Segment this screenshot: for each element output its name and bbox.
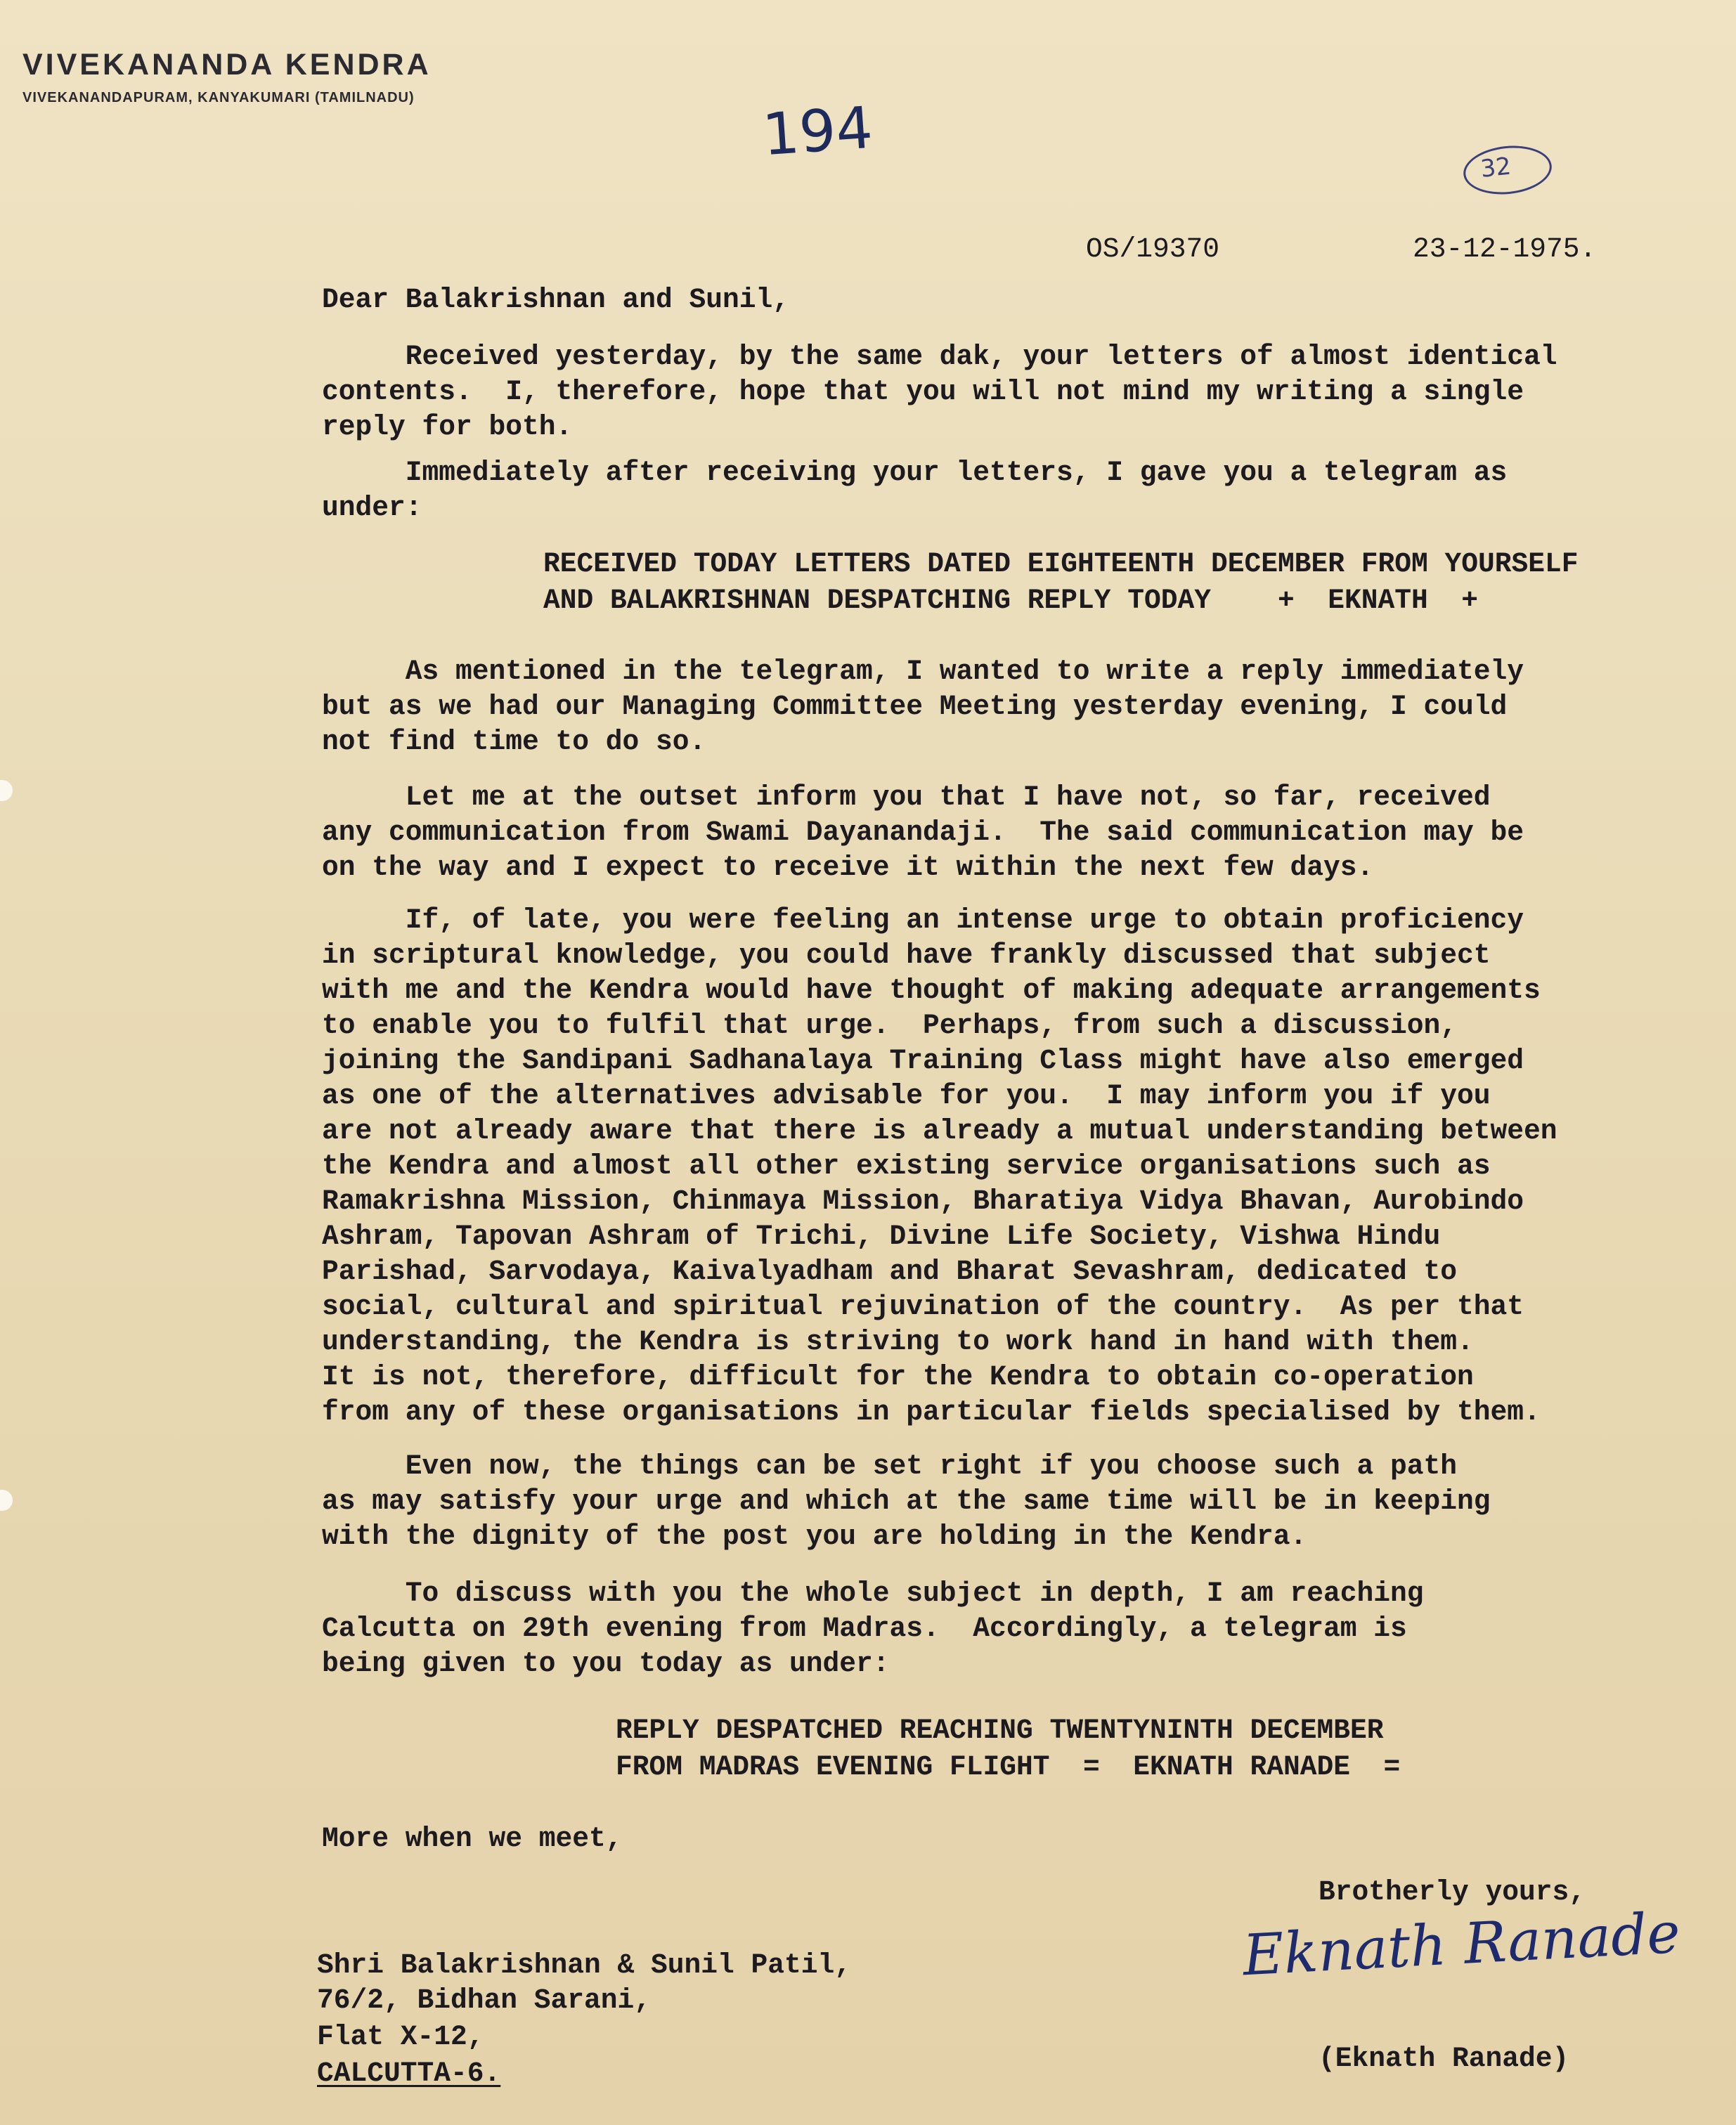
text-line: reply for both. (322, 411, 573, 443)
letterhead-address: VIVEKANANDAPURAM, KANYAKUMARI (TAMILNADU) (22, 90, 415, 105)
text-line: understanding, the Kendra is striving to work hand in hand with them. (322, 1326, 1474, 1358)
text-line: As mentioned in the telegram, I wanted to write a reply immediately (322, 656, 1524, 687)
circled-mark (1461, 142, 1554, 199)
text-line: Parishad, Sarvodaya, Kaivalyadham and Bharat Sevashram, dedicated to (322, 1256, 1458, 1287)
sign-off: Brotherly yours, (1319, 1876, 1586, 1908)
recipient-address-line: Flat X-12, (317, 2021, 484, 2053)
text-line: on the way and I expect to receive it within the next few days. (322, 852, 1374, 883)
text-line: as may satisfy your urge and which at the same time will be in keeping (322, 1486, 1491, 1517)
closing-line: More when we meet, (322, 1823, 623, 1854)
telegram-1-line: AND BALAKRISHNAN DESPATCHING REPLY TODAY + EKNATH + (543, 585, 1479, 616)
recipient-address-line: CALCUTTA-6. (317, 2058, 501, 2089)
text-line: not find time to do so. (322, 726, 706, 758)
signatory-name: (Eknath Ranade) (1319, 2043, 1569, 2074)
paragraph-5 (322, 903, 1699, 1430)
text-line: If, of late, you were feeling an intense urge to obtain proficiency (322, 904, 1524, 936)
text-line: being given to you today as under: (322, 1648, 890, 1679)
text-line: Received yesterday, by the same dak, your letters of almost identical (322, 341, 1557, 372)
text-line: are not already aware that there is already a mutual understanding between (322, 1115, 1557, 1147)
salutation: Dear Balakrishnan and Sunil, (322, 284, 790, 316)
text-line: from any of these organisations in particular fields specialised by them. (322, 1396, 1541, 1428)
text-line: in scriptural knowledge, you could have frankly discussed that subject (322, 940, 1491, 971)
text-line: social, cultural and spiritual rejuvination of the country. As per that (322, 1291, 1524, 1323)
text-line: with me and the Kendra would have thought of making adequate arrangements (322, 975, 1541, 1006)
text-line: Even now, the things can be set right if you choose such a path (322, 1450, 1458, 1482)
circled-mark-text: 32 (1479, 152, 1512, 183)
paragraph-1 (322, 339, 1699, 445)
handwritten-page-number: 194 (760, 94, 875, 169)
text-line: the Kendra and almost all other existing service organisations such as (322, 1150, 1491, 1182)
letterhead-org-name: VIVEKANANDA KENDRA (22, 48, 432, 82)
paragraph-2 (322, 455, 1699, 526)
text-line: It is not, therefore, difficult for the Kendra to obtain co-operation (322, 1361, 1474, 1393)
text-line: joining the Sandipani Sadhanalaya Training Class might have also emerged (322, 1045, 1524, 1077)
reference-number: OS/19370 (1086, 233, 1220, 265)
text-line: to enable you to fulfil that urge. Perhaps, from such a discussion, (322, 1010, 1458, 1041)
text-line: any communication from Swami Dayanandaji. The said communication may be (322, 817, 1524, 848)
text-line: Ramakrishna Mission, Chinmaya Mission, Bharatiya Vidya Bhavan, Aurobindo (322, 1185, 1524, 1217)
text-line: contents. I, therefore, hope that you will not mind my writing a single (322, 376, 1524, 408)
text-line: Immediately after receiving your letters, I gave you a telegram as (322, 457, 1508, 488)
telegram-1-line: RECEIVED TODAY LETTERS DATED EIGHTEENTH DECEMBER FROM YOURSELF (543, 548, 1579, 580)
text-line: Ashram, Tapovan Ashram of Trichi, Divine Life Society, Vishwa Hindu (322, 1221, 1441, 1252)
recipient-address-line: Shri Balakrishnan & Sunil Patil, (317, 1949, 852, 1981)
punch-hole (0, 1490, 13, 1511)
text-line: but as we had our Managing Committee Meeting yesterday evening, I could (322, 691, 1508, 722)
text-line: with the dignity of the post you are holding in the Kendra. (322, 1521, 1307, 1552)
text-line: under: (322, 492, 422, 524)
recipient-address-line: 76/2, Bidhan Sarani, (317, 1984, 652, 2016)
telegram-2-line: FROM MADRAS EVENING FLIGHT = EKNATH RANADE = (616, 1751, 1401, 1783)
paragraph-4 (322, 780, 1699, 885)
text-line: To discuss with you the whole subject in depth, I am reaching (322, 1578, 1424, 1609)
punch-hole (0, 780, 13, 801)
signature: Eknath Ranade (1241, 1899, 1682, 1989)
paragraph-7 (322, 1576, 1699, 1682)
text-line: Calcutta on 29th evening from Madras. Accordingly, a telegram is (322, 1613, 1407, 1644)
paragraph-3 (322, 654, 1699, 760)
telegram-2-line: REPLY DESPATCHED REACHING TWENTYNINTH DECEMBER (616, 1715, 1384, 1746)
text-line: Let me at the outset inform you that I have not, so far, received (322, 781, 1491, 813)
paragraph-6 (322, 1449, 1699, 1554)
text-line: as one of the alternatives advisable for you. I may inform you if you (322, 1080, 1491, 1112)
letter-date: 23-12-1975. (1413, 233, 1597, 265)
